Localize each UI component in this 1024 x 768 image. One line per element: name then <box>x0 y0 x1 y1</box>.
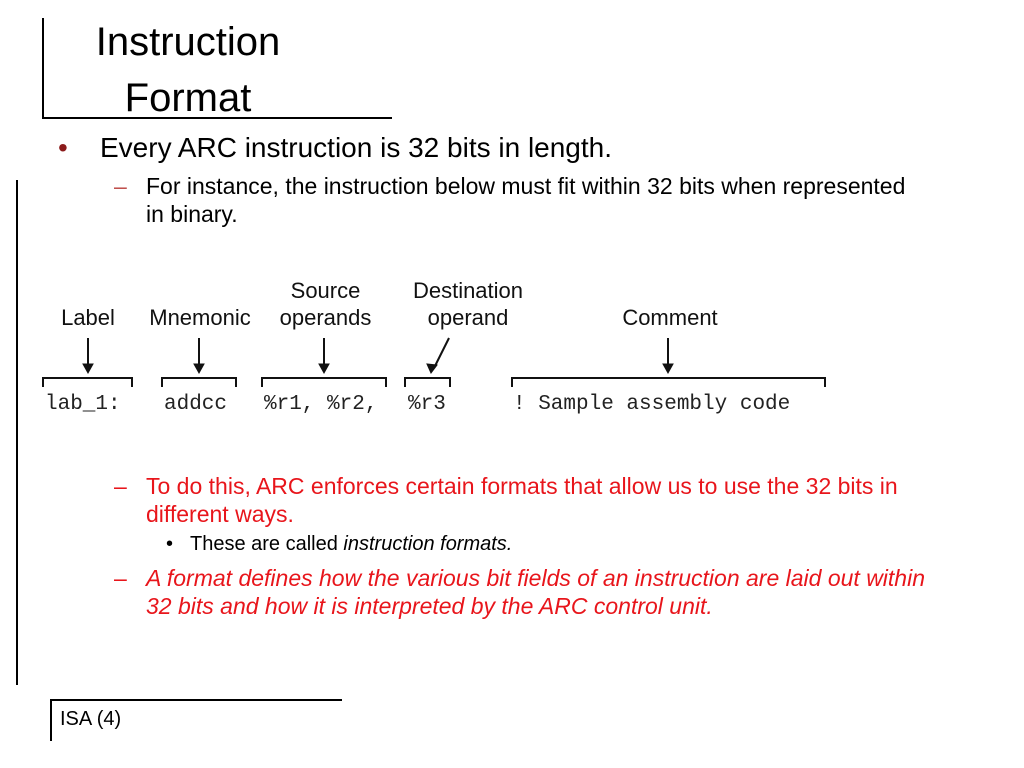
dash-icon: – <box>114 173 127 199</box>
code-dest: %r3 <box>408 393 446 416</box>
title-line-1: Instruction <box>95 20 281 64</box>
diagram-label-comment: Comment <box>622 305 718 330</box>
sub-bullet-2 <box>114 472 934 532</box>
code-label: lab_1: <box>45 393 121 416</box>
sub-sub-bullet <box>166 531 512 557</box>
footer-top-rule <box>50 699 342 701</box>
bullet-1-text: Every ARC instruction is 32 bits in length. <box>100 132 613 163</box>
sub-bullet-3-text: A format defines how the various bit fields of an instruction are laid out within 32 bits and how it is interpreted by the ARC control unit. <box>146 565 926 619</box>
sub-bullet-2-text: To do this, ARC enforces certain formats that allow us to use the 32 bits in different ways. <box>146 473 898 527</box>
sub-sub-bullet-prefix: These are called <box>190 533 344 555</box>
bracket-source <box>262 378 386 387</box>
instruction-diagram <box>0 270 1024 430</box>
diagram-label-source-1: Source <box>290 278 361 303</box>
diagram-label-dest-1: Destination <box>412 278 524 303</box>
dash-icon: – <box>114 473 127 499</box>
bullet-item-1 <box>58 128 612 168</box>
content-left-rule <box>16 180 18 685</box>
sub-bullet-1 <box>114 172 914 232</box>
small-bullet-dot-icon: • <box>166 533 174 555</box>
bracket-mnemonic <box>162 378 236 387</box>
title-line-2: Format <box>124 76 252 120</box>
diagram-label-source-2: operands <box>279 305 372 330</box>
footer-left-rule <box>50 699 52 741</box>
bracket-dest <box>405 378 450 387</box>
dash-icon: – <box>114 565 127 591</box>
bracket-comment <box>512 378 825 387</box>
diagram-label-label: Label <box>61 305 115 330</box>
diagram-arrows-brackets <box>0 270 1024 430</box>
arrow-dest <box>434 338 449 368</box>
sub-sub-bullet-italic: instruction formats. <box>343 533 513 555</box>
code-sources: %r1, %r2, <box>264 393 378 416</box>
sub-bullet-1-text: For instance, the instruction below must fit within 32 bits when represented in binary. <box>146 173 906 227</box>
bullet-dot-icon: • <box>58 132 68 163</box>
bracket-label <box>43 378 132 387</box>
code-comment: ! Sample assembly code <box>513 393 791 416</box>
diagram-label-dest-2: operand <box>427 305 509 330</box>
page-title <box>68 14 308 126</box>
sub-bullet-3 <box>114 564 934 624</box>
diagram-label-mnemonic: Mnemonic <box>149 305 251 330</box>
slide-footer: ISA (4) <box>60 708 122 730</box>
code-mnemonic: addcc <box>164 393 228 416</box>
title-left-rule <box>42 18 44 118</box>
